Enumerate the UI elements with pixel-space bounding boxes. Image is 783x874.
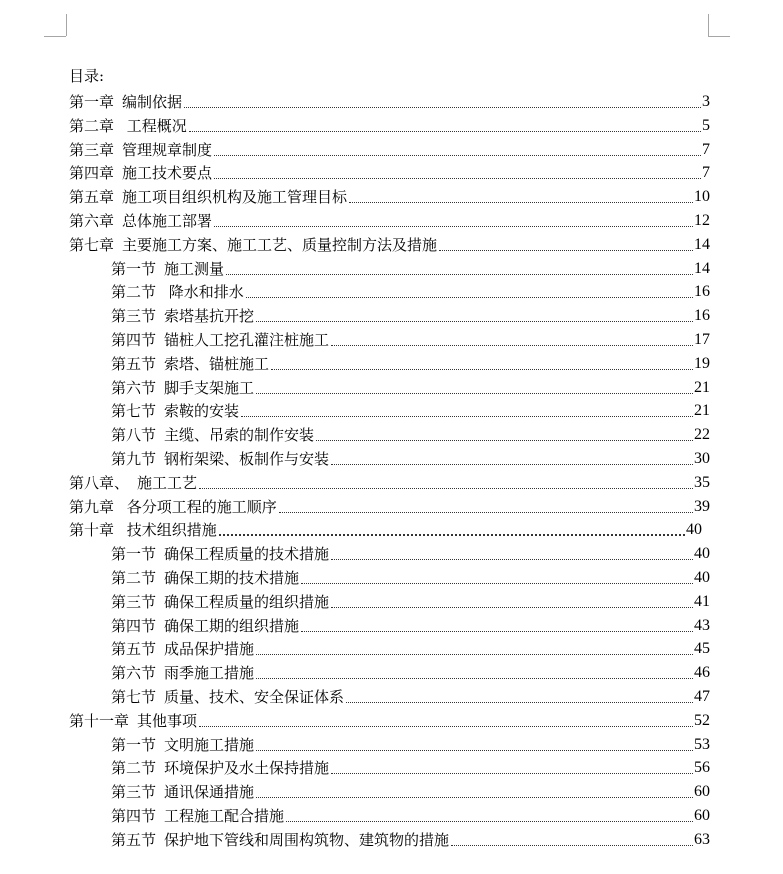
toc-entry-page-number: 43 <box>694 616 710 634</box>
toc-dot-leader <box>271 369 693 370</box>
toc-entry-number: 第二节 <box>111 759 157 778</box>
toc-entry-title: 其他事项 <box>137 711 198 730</box>
toc-entry-number: 第十一章 <box>69 711 130 730</box>
toc-dot-leader <box>346 702 693 703</box>
toc-entry-page-number: 14 <box>694 235 710 253</box>
toc-entry-page-number: 40 <box>694 545 710 563</box>
toc-dot-leader <box>199 488 693 489</box>
toc-entry-title: 脚手支架施工 <box>164 378 255 397</box>
toc-entry-page-number: 56 <box>694 759 710 777</box>
toc-entry-page-number: 22 <box>694 426 710 444</box>
toc-dot-leader <box>256 678 693 679</box>
toc-entry-page-number: 12 <box>694 212 710 229</box>
toc-section-entry[interactable] <box>111 564 710 588</box>
toc-heading: 目录: <box>69 67 105 85</box>
toc-chapter-entry[interactable] <box>69 183 710 207</box>
toc-entry-page-number: 19 <box>694 354 710 372</box>
toc-entry-number: 第六节 <box>111 378 157 397</box>
toc-section-entry[interactable] <box>111 278 710 302</box>
toc-section-entry[interactable] <box>111 421 710 445</box>
toc-entry-number: 第七节 <box>111 688 157 706</box>
toc-entry-number: 第四节 <box>111 807 157 825</box>
toc-entry-title: 确保工期的组织措施 <box>164 616 300 635</box>
toc-entry-page-number: 30 <box>694 450 710 467</box>
toc-entry-page-number: 16 <box>694 283 710 301</box>
toc-dot-leader <box>199 726 693 727</box>
toc-entry-title: 质量、技术、安全保证体系 <box>164 688 345 706</box>
toc-entry-page-number: 7 <box>702 140 710 158</box>
toc-dot-leader <box>331 773 693 774</box>
toc-entry-number: 第二节 <box>111 569 157 587</box>
toc-dot-leader <box>451 845 693 846</box>
toc-entry-number: 第六章 <box>69 212 115 230</box>
toc-entry-page-number: 10 <box>694 188 710 206</box>
toc-entry-page-number: 7 <box>702 164 710 182</box>
toc-chapter-entry[interactable] <box>69 231 710 255</box>
toc-dot-leader <box>331 607 693 608</box>
toc-entry-title: 保护地下管线和周围构筑物、建筑物的措施 <box>164 830 450 849</box>
toc-entry-number: 第九章 <box>69 497 115 516</box>
toc-entry-title: 主缆、吊索的制作安装 <box>164 426 315 445</box>
toc-chapter-entry[interactable] <box>69 159 710 183</box>
toc-entry-number: 第三章 <box>69 140 115 159</box>
toc-entry-title: 索塔基抗开挖 <box>164 307 255 326</box>
toc-section-entry[interactable] <box>111 326 710 350</box>
toc-dot-leader <box>279 512 693 513</box>
toc-section-entry[interactable] <box>111 683 710 707</box>
toc-entry-page-number: 45 <box>694 640 710 658</box>
toc-chapter-entry[interactable] <box>69 88 710 112</box>
toc-entry-title: 总体施工部署 <box>122 212 213 230</box>
toc-entry-number: 第四节 <box>111 331 157 349</box>
toc-entry-number: 第七章 <box>69 235 115 254</box>
toc-dot-leader <box>301 583 693 584</box>
toc-dot-leader <box>184 107 701 108</box>
toc-entry-number: 第八章、 <box>69 473 130 492</box>
toc-entry-number: 第九节 <box>111 450 157 468</box>
toc-entry-number: 第三节 <box>111 592 157 611</box>
toc-chapter-entry[interactable] <box>69 469 710 493</box>
toc-entry-title: 管理规章制度 <box>122 140 213 159</box>
toc-entry-number: 第五节 <box>111 354 157 373</box>
toc-entry-page-number: 5 <box>702 116 710 134</box>
toc-section-entry[interactable] <box>111 374 710 398</box>
toc-entry-number: 第五节 <box>111 640 157 659</box>
toc-dot-leader <box>331 464 693 465</box>
toc-dot-leader <box>256 654 693 655</box>
toc-entry-page-number: 47 <box>694 688 710 705</box>
toc-entry-title: 施工测量 <box>164 259 225 278</box>
toc-entry-title: 索塔、锚桩施工 <box>164 354 270 373</box>
toc-entry-page-number: 16 <box>694 307 710 325</box>
toc-entry-page-number: 53 <box>694 735 710 753</box>
toc-entry-page-number: 40 <box>686 521 702 539</box>
toc-entry-page-number: 17 <box>694 331 710 348</box>
toc-dot-leader <box>286 821 693 822</box>
toc-dot-leader <box>226 274 693 275</box>
toc-entry-title: 工程施工配合措施 <box>164 807 285 825</box>
toc-entry-number: 第三节 <box>111 307 157 326</box>
toc-entry-number: 第八节 <box>111 426 157 445</box>
toc-entry-title: 确保工程质量的技术措施 <box>164 545 330 564</box>
toc-entry-title: 各分项工程的施工顺序 <box>122 497 277 516</box>
toc-entry-number: 第四节 <box>111 616 157 635</box>
toc-entry-title: 确保工期的技术措施 <box>164 569 300 587</box>
toc-entry-page-number: 60 <box>694 807 710 824</box>
toc-section-entry[interactable] <box>111 802 710 826</box>
toc-entry-page-number: 41 <box>694 592 710 610</box>
toc-entry-title: 文明施工措施 <box>164 735 255 754</box>
toc-entry-title: 确保工程质量的组织措施 <box>164 592 330 611</box>
toc-entry-title: 施工技术要点 <box>122 164 213 183</box>
toc-entry-number: 第三节 <box>111 783 157 802</box>
toc-entry-page-number: 40 <box>694 569 710 586</box>
toc-section-entry[interactable] <box>111 540 710 564</box>
toc-entry-page-number: 35 <box>694 473 710 491</box>
toc-entry-page-number: 39 <box>694 497 710 515</box>
toc-entry-number: 第四章 <box>69 164 115 183</box>
toc-dot-leader <box>256 750 693 751</box>
toc-entry-number: 第一章 <box>69 93 115 111</box>
toc-chapter-entry[interactable] <box>69 493 710 517</box>
toc-section-entry[interactable] <box>111 350 710 374</box>
toc-entry-page-number: 21 <box>694 402 710 420</box>
toc-dot-leader <box>256 321 693 322</box>
toc-dot-leader <box>331 345 693 346</box>
toc-entry-number: 第二节 <box>111 283 157 302</box>
toc-dot-leader <box>246 297 693 298</box>
toc-entry-title: 技术组织措施 <box>122 521 217 540</box>
toc-section-entry[interactable] <box>111 826 710 850</box>
toc-dot-leader <box>301 631 693 632</box>
toc-chapter-entry[interactable] <box>69 136 710 160</box>
toc-entry-number: 第一节 <box>111 259 157 278</box>
toc-section-entry[interactable] <box>111 612 710 636</box>
toc-dot-leader <box>331 559 693 560</box>
toc-entry-title: 施工工艺 <box>137 473 198 492</box>
toc-chapter-entry[interactable] <box>69 207 710 231</box>
toc-section-entry[interactable] <box>111 731 710 755</box>
toc-entry-page-number: 21 <box>694 378 710 396</box>
toc-dot-leader <box>214 178 701 179</box>
toc-entry-page-number: 3 <box>702 93 710 110</box>
toc-entry-page-number: 14 <box>694 259 710 277</box>
toc-entry-number: 第一节 <box>111 545 157 564</box>
toc-dot-leader <box>241 416 693 417</box>
toc-section-entry[interactable] <box>111 445 710 469</box>
toc-section-entry[interactable] <box>111 255 710 279</box>
toc-entry-page-number: 46 <box>694 664 710 682</box>
toc-entry-title: 主要施工方案、施工工艺、质量控制方法及措施 <box>122 235 438 254</box>
toc-dot-leader <box>214 155 701 156</box>
toc-dot-leader <box>316 440 693 441</box>
toc-entry-page-number: 52 <box>694 711 710 729</box>
toc-entry-number: 第一节 <box>111 735 157 754</box>
toc-entry-page-number: 60 <box>694 783 710 801</box>
toc-entry-title: 施工项目组织机构及施工管理目标 <box>122 188 348 207</box>
toc-chapter-entry[interactable] <box>69 707 710 731</box>
toc-section-entry[interactable] <box>111 302 710 326</box>
toc-chapter-entry[interactable] <box>69 112 710 136</box>
toc-entry-number: 第七节 <box>111 402 157 421</box>
toc-entry-title: 雨季施工措施 <box>164 664 255 683</box>
toc-entry-title: 钢桁架梁、板制作与安装 <box>164 450 330 468</box>
toc-dot-leader <box>349 202 693 203</box>
toc-entry-title: 通讯保通措施 <box>164 783 255 802</box>
toc-chapter-entry[interactable] <box>69 516 702 540</box>
toc-entry-title: 锚桩人工挖孔灌注桩施工 <box>164 331 330 349</box>
toc-entry-title: 成品保护措施 <box>164 640 255 659</box>
toc-entry-title: 降水和排水 <box>164 283 244 302</box>
toc-entry-title: 索鞍的安装 <box>164 402 240 421</box>
toc-section-entry[interactable] <box>111 397 710 421</box>
toc-entry-page-number: 63 <box>694 830 710 848</box>
toc-entry-number: 第六节 <box>111 664 157 683</box>
toc-section-entry[interactable] <box>111 635 710 659</box>
toc-entry-title: 工程概况 <box>122 116 187 135</box>
toc-entry-title: 环境保护及水土保持措施 <box>164 759 330 778</box>
toc-section-entry[interactable] <box>111 754 710 778</box>
toc-dot-leader <box>256 797 693 798</box>
toc-entry-number: 第五节 <box>111 830 157 849</box>
toc-dot-leader <box>439 250 693 251</box>
toc-dot-leader <box>256 393 693 394</box>
toc-section-entry[interactable] <box>111 659 710 683</box>
toc-entry-number: 第十章 <box>69 521 115 540</box>
toc-entry-number: 第二章 <box>69 116 115 135</box>
toc-entry-number: 第五章 <box>69 188 115 207</box>
toc-dot-leader <box>189 131 701 132</box>
toc-dot-leader <box>214 226 693 227</box>
toc-entry-title: 编制依据 <box>122 93 183 111</box>
toc-dot-leader <box>219 534 685 536</box>
toc-section-entry[interactable] <box>111 778 710 802</box>
toc-section-entry[interactable] <box>111 588 710 612</box>
